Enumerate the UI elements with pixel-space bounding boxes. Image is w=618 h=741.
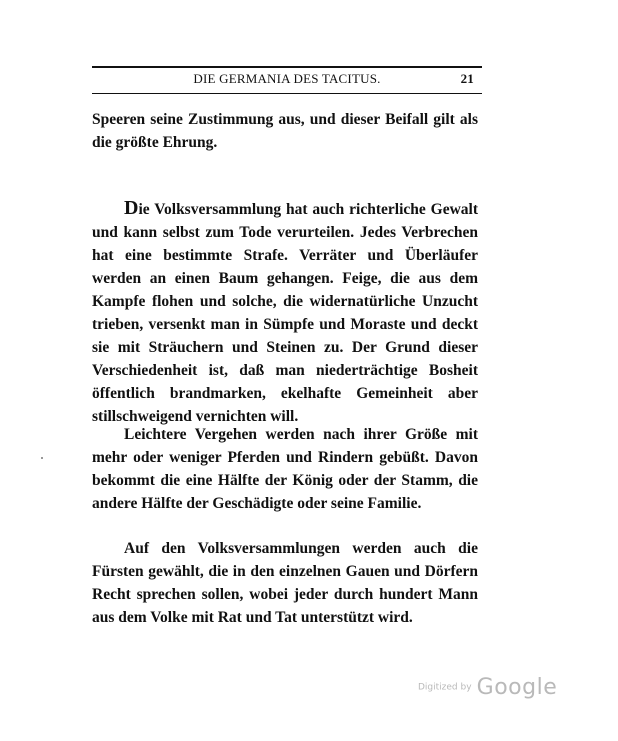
watermark-prefix: Digitized by	[418, 682, 472, 693]
paragraph-2-text: ie Volksversammlung hat auch richterliche Gewalt und kann selbst zum Tode verurteilen. Jedes Verbrechen hat eine bestimmte Strafe. Verräter und Überläufer werden an einen Baum gehangen. Feige, die aus dem Kampfe flohen und solche, die widernatürliche Unzucht trieben, versenkt man in Sümpfe und Moraste und deckt sie mit Sträuchern und Steinen zu. Der Grund dieser Verschiedenheit ist, daß man niederträchtige Bosheit öffentlich brandmarken, ekelhafte Gemeinheit aber stillschweigend vernichten will.	[92, 201, 478, 425]
paragraph-2	[92, 197, 478, 428]
watermark-brand: Google	[476, 675, 558, 700]
digitized-watermark	[418, 675, 557, 700]
header-rule-top	[92, 66, 482, 68]
paragraph-3: Leichtere Vergehen werden nach ihrer Größe mit mehr oder weniger Pferden und Rindern gebüßt. Davon bekommt die eine Hälfte der König oder der Stamm, die andere Hälfte der Geschädigte oder seine Familie.	[92, 426, 478, 512]
page-number: 21	[460, 71, 474, 86]
running-header	[92, 71, 482, 91]
header-rule-bottom	[92, 93, 482, 94]
running-title: DIE GERMANIA DES TACITUS.	[193, 71, 381, 86]
paragraph-1: Speeren seine Zustimmung aus, und dieser Beifall gilt als die größte Ehrung.	[92, 111, 478, 151]
initial-letter: D	[124, 197, 139, 219]
scan-speck	[41, 457, 43, 459]
paragraph-4: Auf den Volksversammlungen werden auch die Fürsten gewählt, die in den einzelnen Gauen und Dörfern Recht sprechen sollen, wobei jeder durch hundert Mann aus dem Volke mit Rat und Tat unterstützt wird.	[92, 540, 478, 626]
